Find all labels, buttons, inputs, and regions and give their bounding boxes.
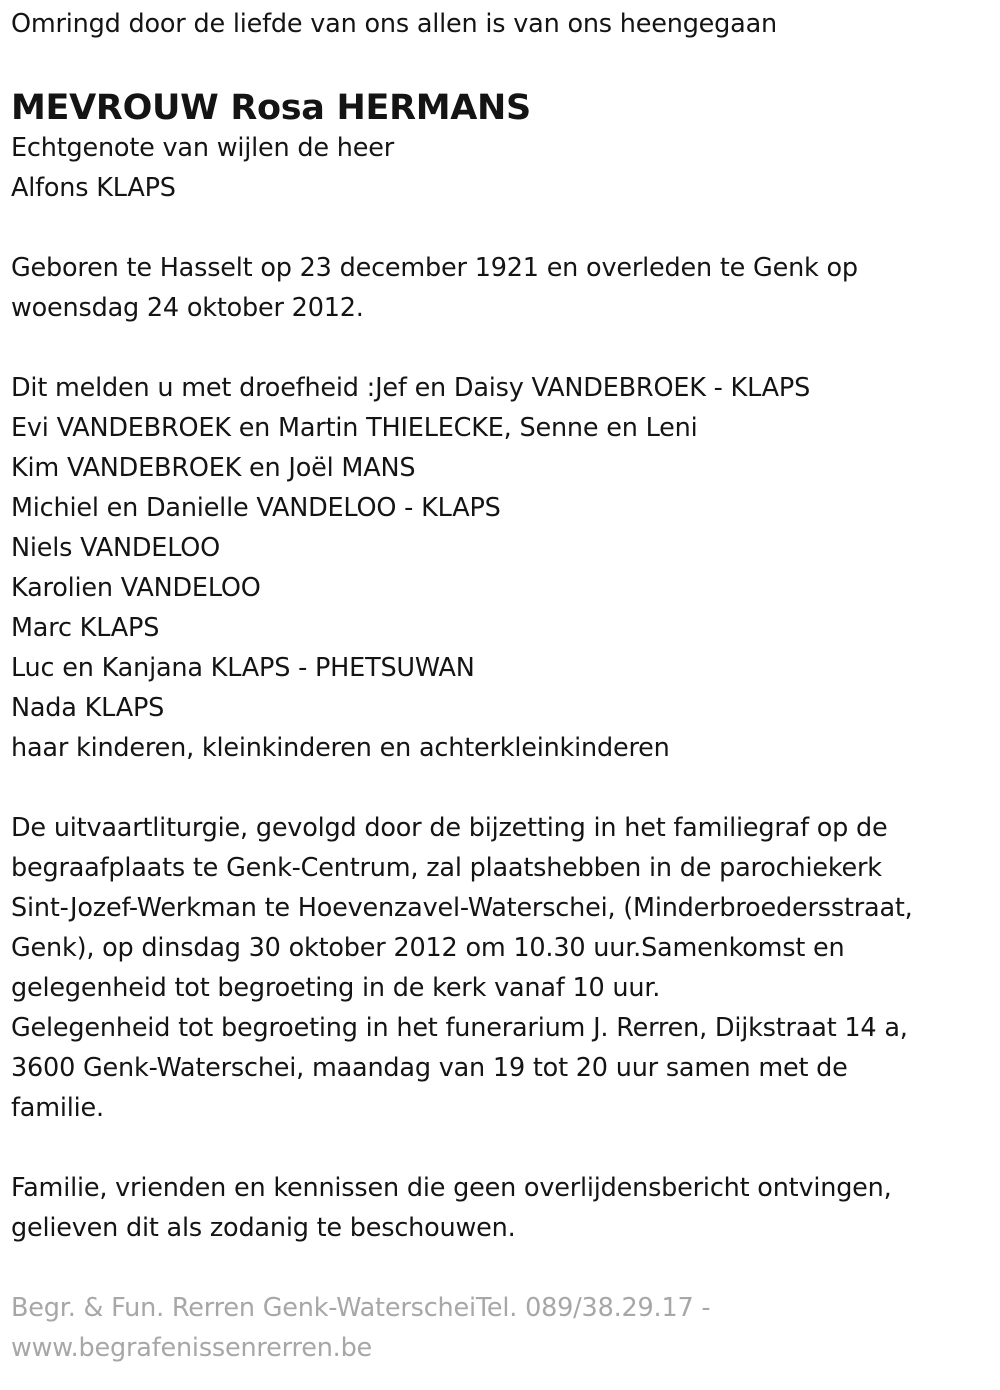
family-line: Nada KLAPS: [11, 693, 165, 723]
birth-death-line: Geboren te Hasselt op 23 december 1921 en overleden te Genk op: [11, 253, 858, 283]
spacer: [11, 328, 990, 368]
spouse-line: Alfons KLAPS: [11, 173, 176, 203]
family-line: Michiel en Danielle VANDELOO - KLAPS: [11, 493, 501, 523]
spouse-line: Echtgenote van wijlen de heer: [11, 133, 394, 163]
intro-text: Omringd door de liefde van ons allen is van ons heengegaan: [11, 9, 777, 39]
family-line: Evi VANDEBROEK en Martin THIELECKE, Senne en Leni: [11, 413, 698, 443]
notice-line: Familie, vrienden en kennissen die geen overlijdensbericht ontvingen,: [11, 1173, 892, 1203]
deceased-name: MEVROUW Rosa HERMANS: [11, 88, 531, 128]
funeral-home-footer: [11, 1288, 990, 1368]
birth-death-block: [11, 248, 990, 328]
funeral-line: begraafplaats te Genk-Centrum, zal plaatshebben in de parochiekerk: [11, 853, 882, 883]
family-block: [11, 368, 990, 768]
footer-website-link[interactable]: www.begrafenissenrerren.be: [11, 1333, 373, 1363]
funeral-block: [11, 808, 990, 1128]
family-line: haar kinderen, kleinkinderen en achterkleinkinderen: [11, 733, 670, 763]
funeral-line: De uitvaartliturgie, gevolgd door de bijzetting in het familiegraf op de: [11, 813, 888, 843]
funeral-line: Genk), op dinsdag 30 oktober 2012 om 10.30 uur.Samenkomst en: [11, 933, 845, 963]
family-line: Karolien VANDELOO: [11, 573, 261, 603]
funeral-line: familie.: [11, 1093, 104, 1123]
birth-death-line: woensdag 24 oktober 2012.: [11, 293, 364, 323]
spacer: [11, 208, 990, 248]
funeral-line: 3600 Genk-Waterschei, maandag van 19 tot 20 uur samen met de: [11, 1053, 848, 1083]
funeral-line: Gelegenheid tot begroeting in het funerarium J. Rerren, Dijkstraat 14 a,: [11, 1013, 908, 1043]
spacer: [11, 768, 990, 808]
spacer: [11, 1128, 990, 1168]
footer-contact-line: Begr. & Fun. Rerren Genk-WaterscheiTel. 089/38.29.17 -: [11, 1293, 711, 1323]
funeral-line: Sint-Jozef-Werkman te Hoevenzavel-Waterschei, (Minderbroedersstraat,: [11, 893, 913, 923]
family-line: Dit melden u met droefheid :Jef en Daisy VANDEBROEK - KLAPS: [11, 373, 811, 403]
family-line: Kim VANDEBROEK en Joël MANS: [11, 453, 416, 483]
family-line: Marc KLAPS: [11, 613, 160, 643]
family-line: Niels VANDELOO: [11, 533, 221, 563]
notice-block: [11, 1168, 990, 1248]
notice-line: gelieven dit als zodanig te beschouwen.: [11, 1213, 516, 1243]
spouse-block: [11, 128, 990, 208]
family-line: Luc en Kanjana KLAPS - PHETSUWAN: [11, 653, 475, 683]
funeral-line: gelegenheid tot begroeting in de kerk vanaf 10 uur.: [11, 973, 661, 1003]
